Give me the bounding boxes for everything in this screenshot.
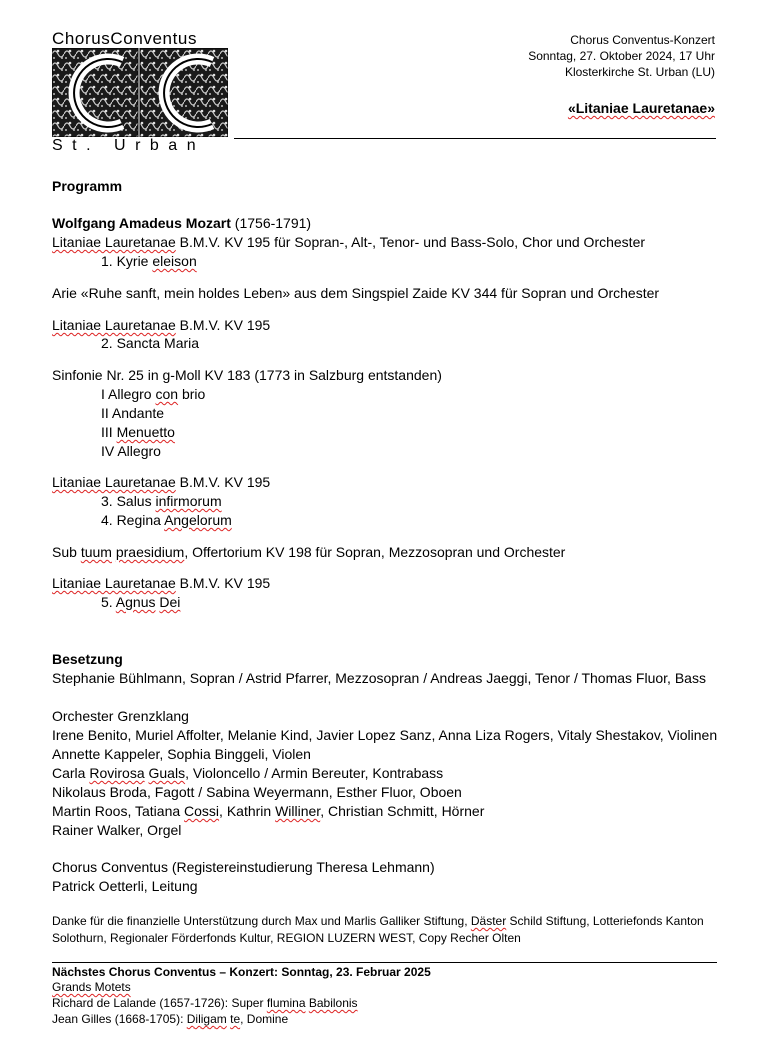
work-sinfonie: Sinfonie Nr. 25 in g-Moll KV 183 (1773 in Salzburg entstanden) <box>52 367 442 383</box>
orchestra-name: Orchester Grenzklang <box>52 708 189 724</box>
next-concert-title: Grands Motets <box>52 980 131 994</box>
violen-line: Annette Kappeler, Sophia Binggeli, Violen <box>52 746 311 762</box>
header-line-1: Chorus Conventus-Konzert <box>570 33 715 47</box>
concert-title: «Litaniae Lauretanae» <box>567 100 715 116</box>
footer-rule <box>52 962 717 963</box>
work-litaniae-1: Litaniae Lauretanae B.M.V. KV 195 für Sopran-, Alt-, Tenor- und Bass-Solo, Chor und Orchester <box>52 234 646 250</box>
composer-line: Wolfgang Amadeus Mozart (1756-1791) <box>52 215 312 231</box>
next-concert-gilles: Jean Gilles (1668-1705): Diligam te, Domine <box>52 1012 289 1026</box>
programm-heading: Programm <box>52 178 123 194</box>
header-line-2: Sonntag, 27. Oktober 2024, 17 Uhr <box>528 49 715 63</box>
movement-andante: II Andante <box>101 405 165 421</box>
movement-allegro-con-brio: I Allegro con brio <box>101 386 206 402</box>
header-rule <box>234 138 716 139</box>
work-sub-tuum: Sub tuum praesidium, Offertorium KV 198 für Sopran, Mezzosopran und Orchester <box>52 544 566 560</box>
cello-line: Carla Rovirosa Guals, Violoncello / Armin Bereuter, Kontrabass <box>52 765 444 781</box>
logo-wordmark-bottom: St. Urban <box>52 137 206 154</box>
work-arie: Arie «Ruhe sanft, mein holdes Leben» aus dem Singspiel Zaide KV 344 für Sopran und Orchester <box>52 285 660 301</box>
logo-wordmark-top: ChorusConventus <box>52 29 198 48</box>
oboen-line: Nikolaus Broda, Fagott / Sabina Weyermann, Esther Fluor, Oboen <box>52 784 462 800</box>
besetzung-heading: Besetzung <box>52 651 123 667</box>
movement-regina: 4. Regina Angelorum <box>101 512 232 528</box>
next-concert-heading: Nächstes Chorus Conventus – Konzert: Sonntag, 23. Februar 2025 <box>52 965 431 979</box>
work-litaniae-2: Litaniae Lauretanae B.M.V. KV 195 <box>52 317 271 333</box>
movement-kyrie: 1. Kyrie eleison <box>101 253 197 269</box>
danke-line-1: Danke für die finanzielle Unterstützung durch Max und Marlis Galliker Stiftung, Däster Schild Stiftung, Lotteriefonds Kanton <box>52 914 704 928</box>
violinen-line: Irene Benito, Muriel Affolter, Melanie Kind, Javier Lopez Sanz, Anna Liza Rogers, Vitaly Shestakov, Violinen <box>52 727 718 743</box>
movement-salus: 3. Salus infirmorum <box>101 493 222 509</box>
soloists-line: Stephanie Bühlmann, Sopran / Astrid Pfarrer, Mezzosopran / Andreas Jaeggi, Tenor / Thomas Fluor, Bass <box>52 670 706 686</box>
work-litaniae-4: Litaniae Lauretanae B.M.V. KV 195 <box>52 575 271 591</box>
work-litaniae-3: Litaniae Lauretanae B.M.V. KV 195 <box>52 474 271 490</box>
movement-agnus: 5. Agnus Dei <box>101 594 181 610</box>
movement-menuetto: III Menuetto <box>101 424 175 440</box>
next-concert-lalande: Richard de Lalande (1657-1726): Super flumina Babilonis <box>52 996 358 1010</box>
chor-line: Chorus Conventus (Registereinstudierung Theresa Lehmann) <box>52 859 435 875</box>
danke-line-2: Solothurn, Regionaler Förderfonds Kultur, REGION LUZERN WEST, Copy Recher Olten <box>52 931 521 945</box>
logo-cc-emblem-icon <box>52 48 228 137</box>
orgel-line: Rainer Walker, Orgel <box>52 822 182 838</box>
horn-line: Martin Roos, Tatiana Cossi, Kathrin Williner, Christian Schmitt, Hörner <box>52 803 485 819</box>
leitung-line: Patrick Oetterli, Leitung <box>52 878 198 894</box>
header-line-3: Klosterkirche St. Urban (LU) <box>564 65 715 79</box>
movement-sancta: 2. Sancta Maria <box>101 335 200 351</box>
movement-allegro: IV Allegro <box>101 443 161 459</box>
